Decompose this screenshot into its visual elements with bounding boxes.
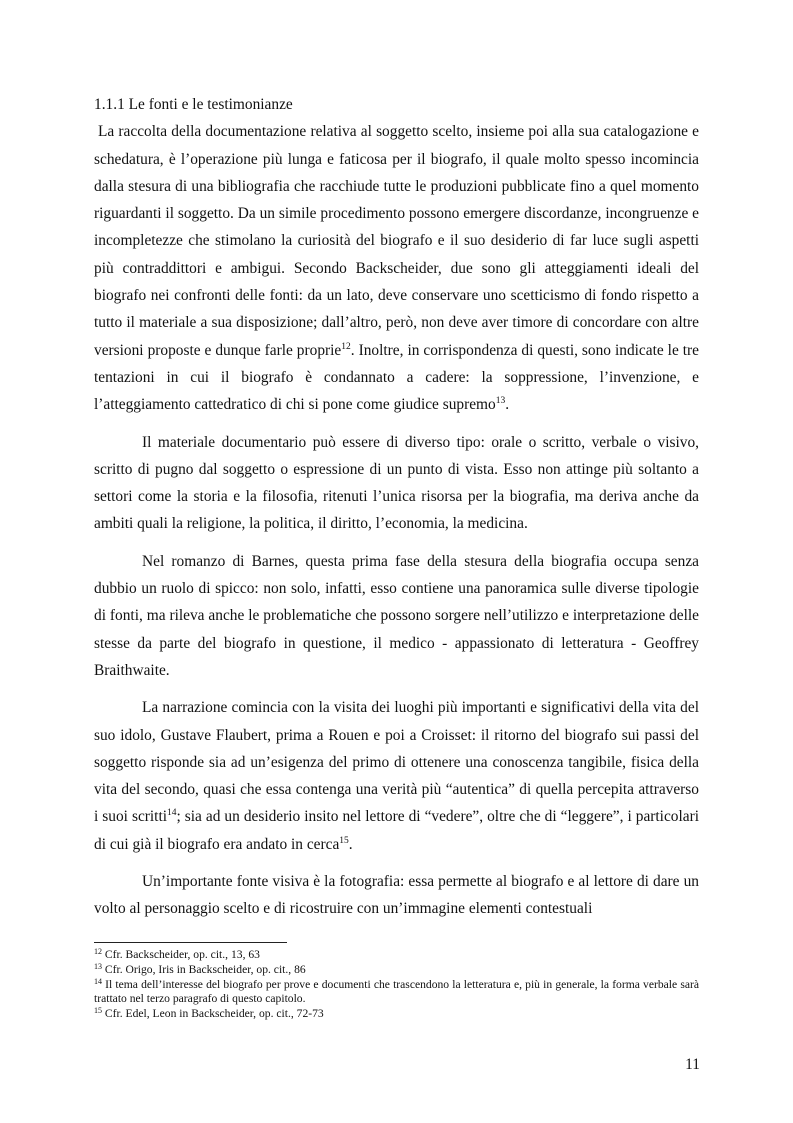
paragraph-sources-collection bbox=[94, 118, 699, 418]
paragraph-narration bbox=[94, 694, 699, 858]
footnote-text: Il tema dell’interesse del biografo per prove e documenti che trascendono la letteratura e, più in generale, la forma verbale sarà trattato nel terzo paragrafo di questo capitolo. bbox=[94, 977, 699, 1006]
paragraph-documentary-material: Il materiale documentario può essere di diverso tipo: orale o scritto, verbale o visivo, scritto di pugno dal soggetto o espressione di un punto di vista. Esso non attinge più soltanto a settori come la storia e la filosofia, ritenuti l’unica risorsa per la biografia, ma deriva anche da ambiti quali la religione, la politica, il diritto, l’economia, la medicina. bbox=[94, 433, 699, 533]
footnote bbox=[94, 948, 699, 963]
paragraph-text: . bbox=[348, 835, 353, 853]
paragraph-text: . Inoltre, in corrispondenza di questi, sono indicate le tre tentazioni in cui il biografo è condannato a cadere: la soppressione, l’invenzione, e l’atteggiamento cattedratico di chi si pone come giudice supremo bbox=[94, 341, 699, 414]
paragraph-photography: Un’importante fonte visiva è la fotografia: essa permette al biografo e al lettore di dare un volto al personaggio scelto e di ricostruire con un’immagine elementi contestuali bbox=[94, 873, 699, 918]
footnote-number: 13 bbox=[94, 961, 102, 971]
footnote-text: Cfr. Origo, Iris in Backscheider, op. cit., 86 bbox=[104, 962, 306, 976]
paragraph-text: La narrazione comincia con la visita dei luoghi più importanti e significativi della vita del suo idolo, Gustave Flaubert, prima a Rouen e poi a Croisset: il ritorno del biografo sui passi del soggetto risponde sia ad un’esigenza del primo di ottenere una conoscenza tangibile, fisica della vita del secondo, quasi che essa contenga una verità più “autentica” di quella percepita attraverso i suoi scritti bbox=[94, 699, 699, 826]
footnote-number: 14 bbox=[94, 976, 102, 986]
footnote-ref: 14 bbox=[167, 808, 177, 819]
footnote-ref: 12 bbox=[341, 341, 351, 352]
footnote-text: Cfr. Edel, Leon in Backscheider, op. cit., 72-73 bbox=[104, 1007, 324, 1021]
footnote-ref: 13 bbox=[495, 396, 506, 407]
footnote bbox=[94, 1007, 699, 1022]
paragraph-barnes-novel: Nel romanzo di Barnes, questa prima fase della stesura della biografia occupa senza dubbio un ruolo di spicco: non solo, infatti, esso contiene una panoramica sulle diverse tipologie di fonti, ma rileva anche le problematiche che possono sorgere nell’utilizzo e interpretazione delle stesse da parte del biografo in questione, il medico - appassionato di letteratura - Geoffrey Braithwaite. bbox=[94, 552, 699, 679]
footnote-number: 12 bbox=[94, 947, 102, 956]
footnote bbox=[94, 978, 699, 1008]
footnote-text: Cfr. Backscheider, op. cit., 13, 63 bbox=[104, 948, 260, 961]
paragraph-text: . bbox=[505, 396, 510, 414]
footnote bbox=[94, 963, 699, 978]
paragraph-text: ; sia ad un desiderio insito nel lettore di “vedere”, oltre che di “leggere”, i particolari di cui già il biografo era andato in cerca bbox=[94, 808, 699, 853]
footnotes bbox=[94, 948, 699, 1022]
body-text bbox=[94, 91, 699, 923]
footnote-ref: 15 bbox=[339, 835, 349, 846]
page-number: 11 bbox=[685, 1056, 700, 1073]
section-heading: 1.1.1 Le fonti e le testimonianze bbox=[94, 96, 293, 113]
paragraph-text: La raccolta della documentazione relativa al soggetto scelto, insieme poi alla sua catalogazione e schedatura, è l’operazione più lunga e faticosa per il biografo, il quale molto spesso incomincia dalla stesura di una bibliografia che racchiude tutte le produzioni pubblicate fino a quel momento riguardanti il soggetto. Da un simile procedimento possono emergere discordanze, incongruenze e incompletezze che stimolano la curiosità del biografo e il suo desiderio di far luce sugli aspetti più contraddittori e ambigui. Secondo Backscheider, due sono gli atteggiamenti ideali del biografo nei confronti delle fonti: da un lato, deve conservare uno scetticismo di fondo rispetto a tutto il materiale a sua disposizione; dall’altro, però, non deve aver timore di concordare con altre versioni proposte e dunque farle proprie bbox=[94, 123, 699, 359]
footnote-separator bbox=[94, 942, 287, 943]
footnote-number: 15 bbox=[94, 1006, 102, 1016]
